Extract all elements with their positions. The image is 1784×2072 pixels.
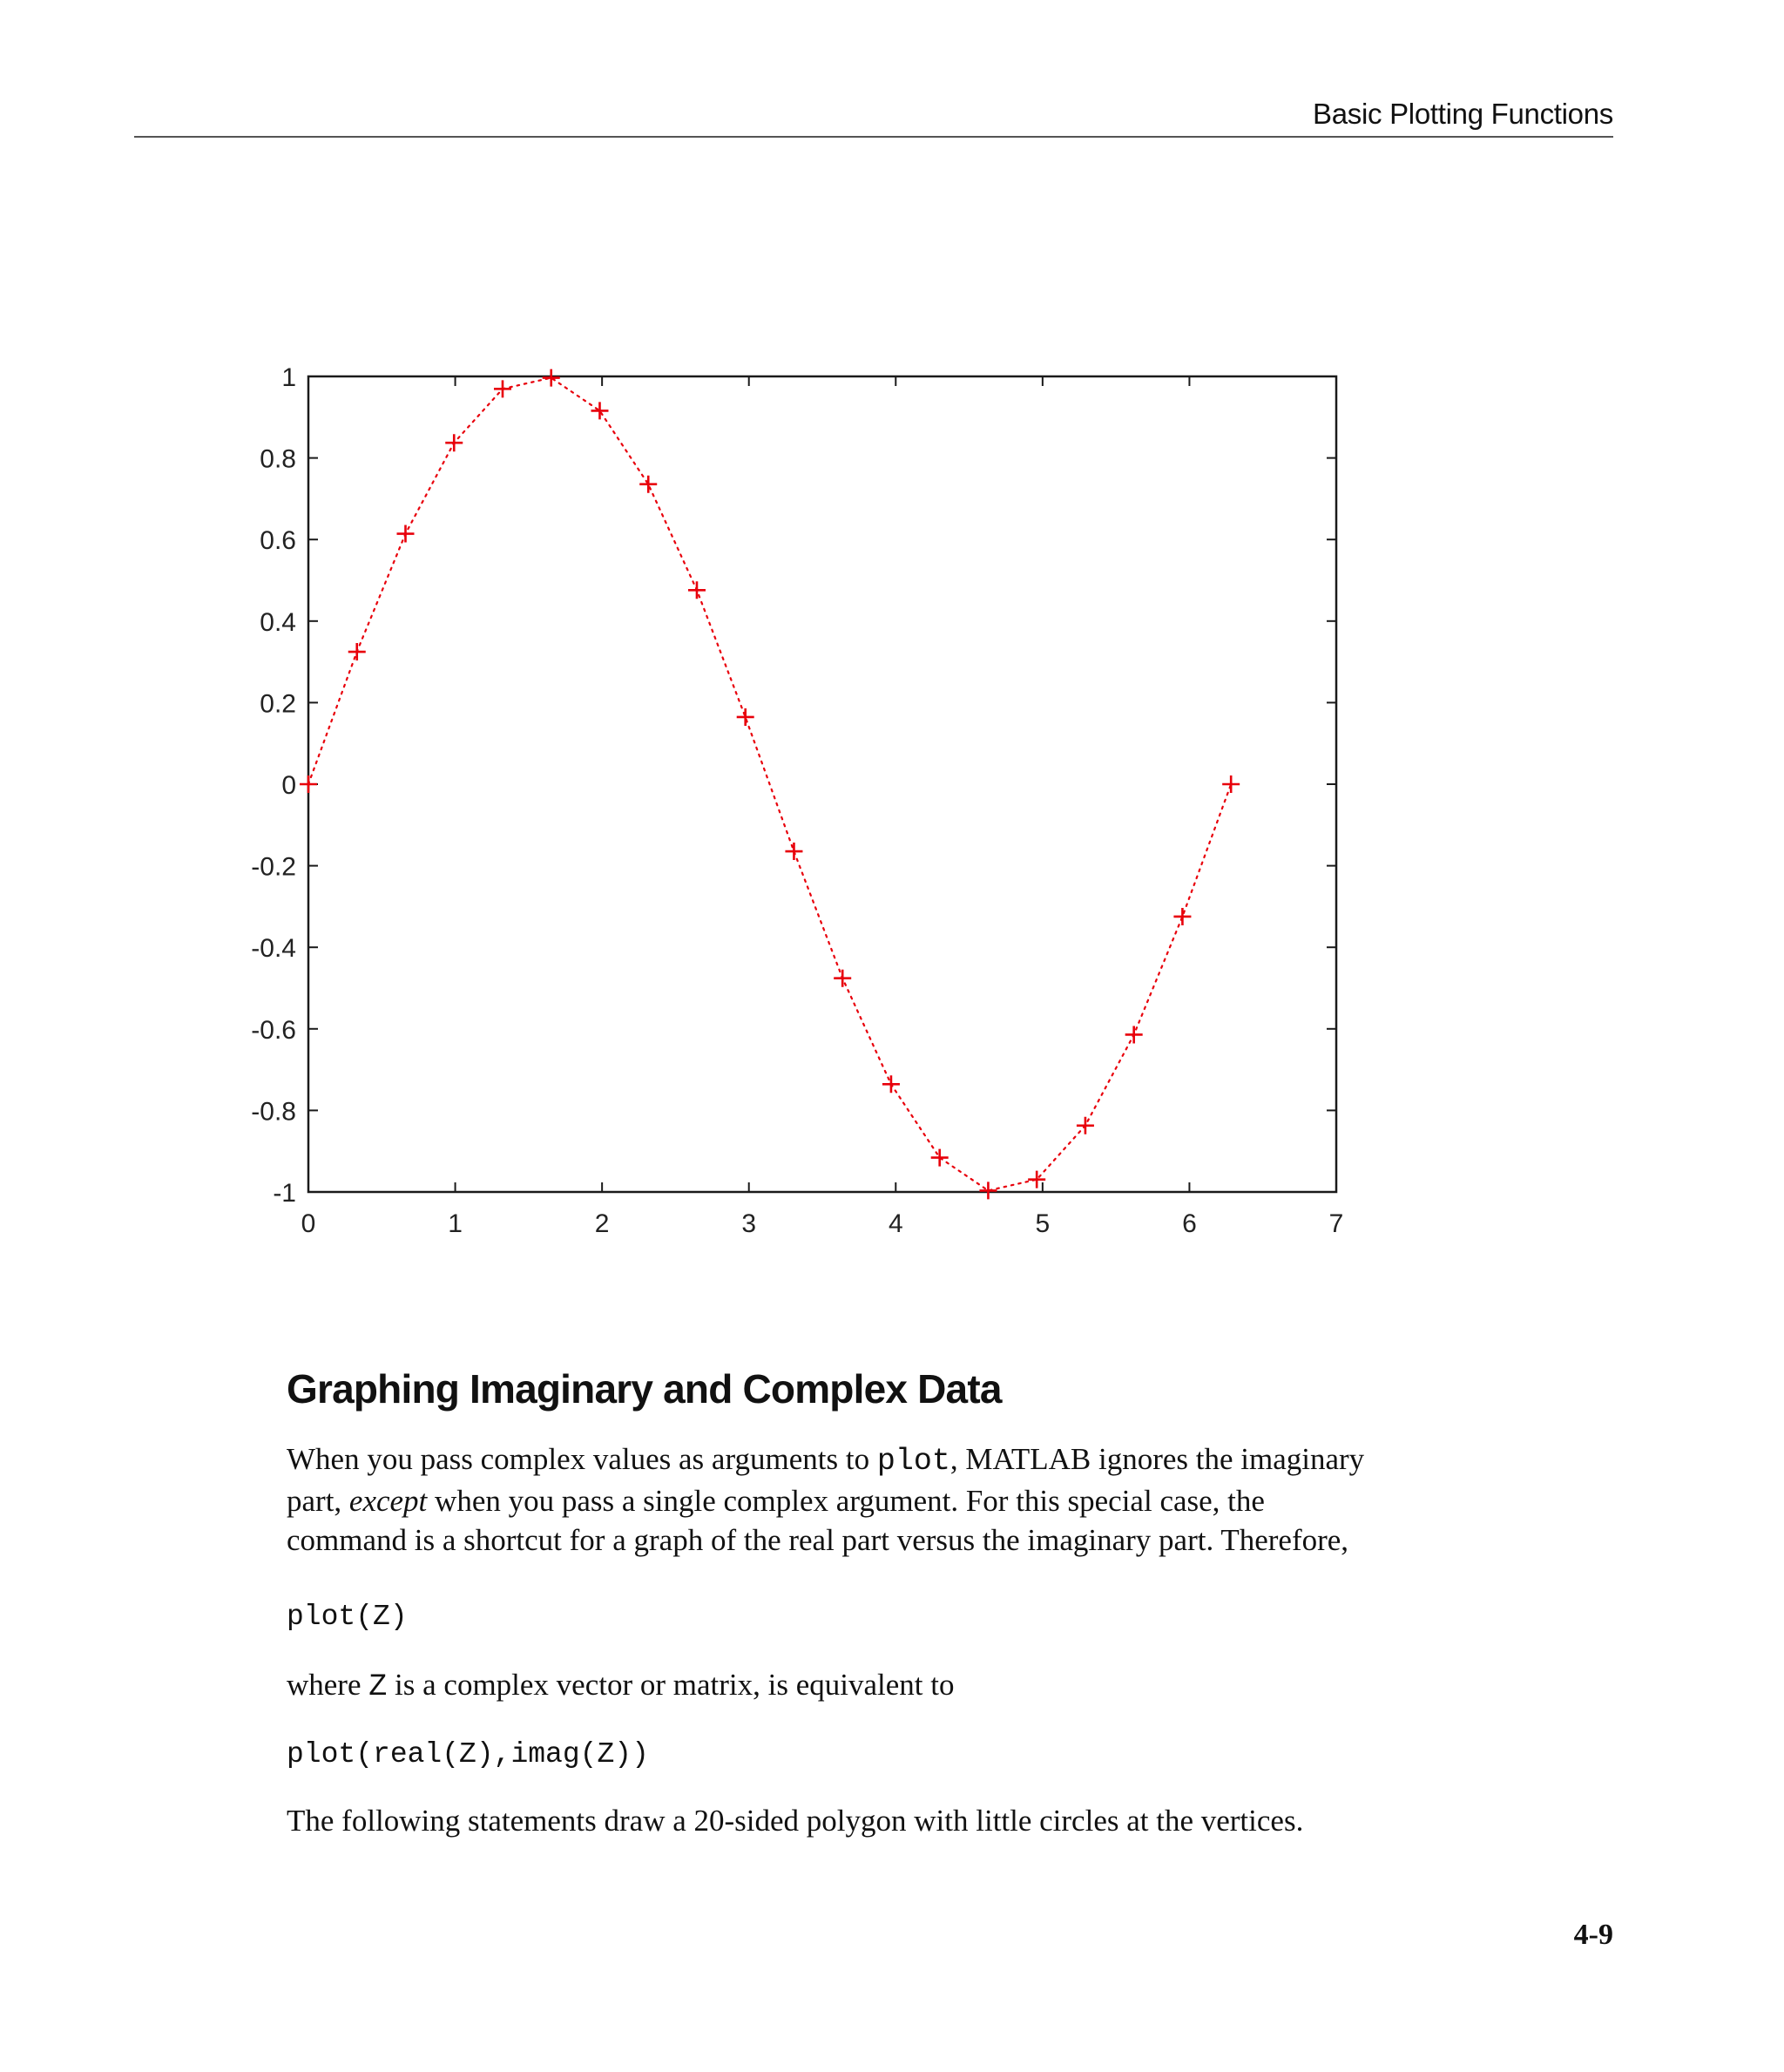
paragraph-text: is a complex vector or matrix, is equivalent to <box>387 1668 955 1702</box>
paragraph-polygon: The following statements draw a 20-sided polygon with little circles at the vertices. <box>287 1804 1304 1838</box>
section-title: Graphing Imaginary and Complex Data <box>287 1366 1002 1412</box>
paragraph-text: part, <box>287 1484 349 1518</box>
paragraph-text: where <box>287 1668 369 1702</box>
paragraph-text: command is a shortcut for a graph of the real part versus the imaginary part. Therefore, <box>287 1523 1349 1557</box>
page-number: 4-9 <box>1573 1919 1613 1951</box>
inline-code-plot: plot <box>876 1444 950 1479</box>
x-tick-label: 4 <box>888 1209 903 1238</box>
y-tick-label: -0.6 <box>251 1015 296 1045</box>
running-header <box>134 92 1613 138</box>
y-tick-label: -0.8 <box>251 1097 296 1127</box>
x-tick-label: 0 <box>301 1209 316 1238</box>
paragraph-equivalent <box>287 1665 955 1707</box>
emphasis-except: except <box>348 1484 428 1518</box>
running-header-title: Basic Plotting Functions <box>1313 98 1613 130</box>
y-tick-label: 0.8 <box>260 444 296 474</box>
y-tick-label: 0 <box>281 771 296 800</box>
x-tick-label: 1 <box>448 1209 463 1238</box>
x-tick-label: 2 <box>594 1209 610 1238</box>
paragraph-complex-values <box>287 1439 1364 1560</box>
y-tick-label: 0.4 <box>260 607 296 637</box>
x-tick-label: 3 <box>741 1209 757 1238</box>
inline-code-z: Z <box>368 1669 388 1704</box>
y-tick-label: -0.4 <box>251 934 296 964</box>
y-tick-label: 0.2 <box>260 689 296 719</box>
y-tick-label: 1 <box>281 363 296 392</box>
x-tick-label: 7 <box>1328 1209 1344 1238</box>
x-tick-label: 6 <box>1182 1209 1197 1238</box>
paragraph-text: when you pass a single complex argument. For this special case, the <box>427 1484 1265 1518</box>
y-tick-label: 0.6 <box>260 526 296 556</box>
paragraph-text: When you pass complex values as arguments to <box>287 1442 877 1476</box>
plot-area-frame <box>308 376 1336 1192</box>
paragraph-text: , MATLAB ignores the imaginary <box>949 1442 1365 1476</box>
y-tick-label: -0.2 <box>251 852 296 882</box>
code-example-plot-real-imag: plot(real(Z),imag(Z)) <box>287 1738 649 1771</box>
code-example-plot-z: plot(Z) <box>287 1601 408 1633</box>
x-tick-label: 5 <box>1035 1209 1051 1238</box>
y-tick-label: -1 <box>273 1179 296 1208</box>
sine-plot <box>218 349 1402 1272</box>
